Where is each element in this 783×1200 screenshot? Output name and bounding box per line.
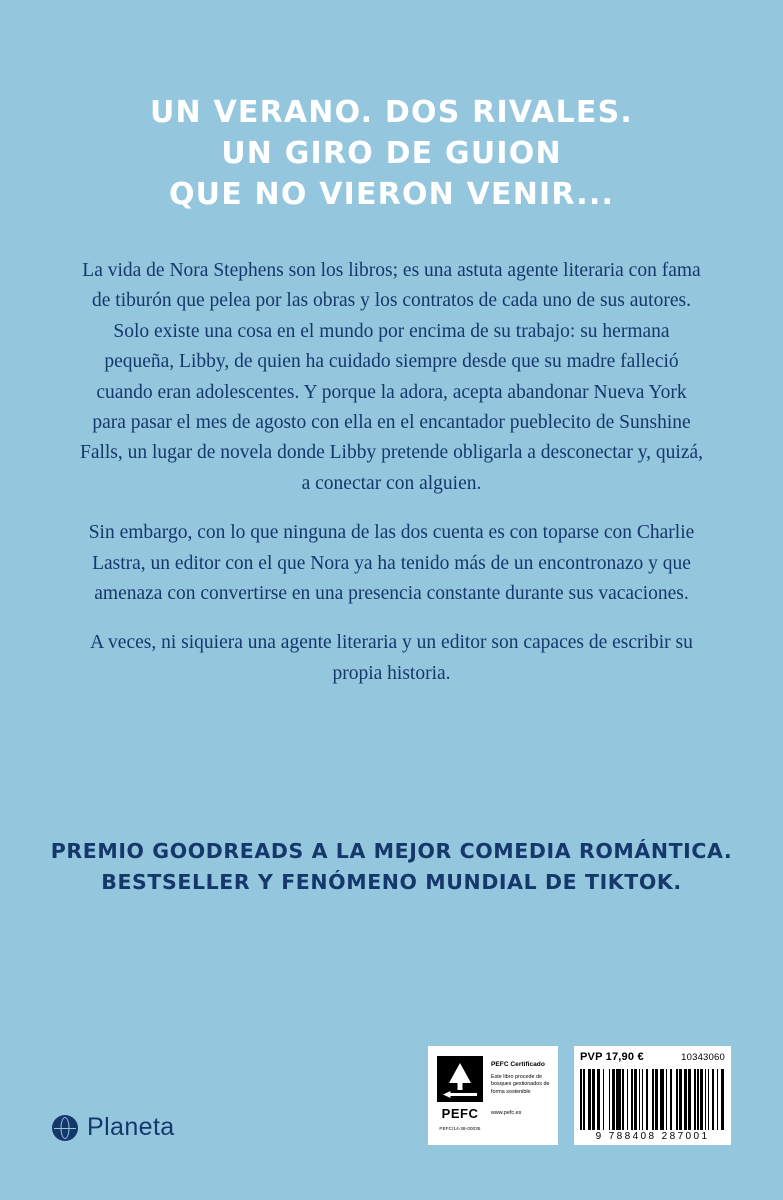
synopsis <box>78 256 705 689</box>
pefc-label: PEFC <box>441 1106 479 1121</box>
pefc-url: www.pefc.es <box>491 1110 522 1117</box>
pefc-title: PEFC Certificado <box>491 1061 545 1068</box>
globe-icon <box>52 1115 78 1141</box>
headline-line-1: UN VERANO. DOS RIVALES. <box>149 95 634 130</box>
arrow-shape <box>443 1091 477 1098</box>
headline <box>0 92 783 215</box>
synopsis-paragraph-1: La vida de Nora Stephens son los libros; es una astuta agente literaria con fama de tiburón que pelea por las obras y los contratos de cada uno de sus autores. Solo existe una cosa en el mundo por encima de su trabajo: su hermana pequeña, Libby, de quien ha cuidado siempre desde que su madre falleció cuando eran adolescentes. Y porque la adora, acepta abandonar Nueva York para pasar el mes de agosto con ella en el encantador pueblecito de Sunshine Falls, un lugar de novela donde Libby pretende obligarla a desconectar y, quizá, a conectar con alguien. <box>79 260 704 494</box>
pefc-tree-icon <box>437 1056 483 1102</box>
isbn-digits: 9 788408 287001 <box>595 1131 710 1142</box>
synopsis-paragraph-2: Sin embargo, con lo que ninguna de las dos cuenta es con toparse con Charlie Lastra, un editor con el que Nora ya ha tenido más de un encontronazo y que amenaza con convertirse en una presencia constante durante sus vacaciones. <box>88 522 695 605</box>
pefc-description: Este libro procede de bosques gestionados de forma sostenible <box>491 1074 550 1095</box>
awards-block <box>0 836 783 898</box>
trunk-shape <box>458 1082 463 1090</box>
pefc-code: PEFC/14-38-00035 <box>439 1126 481 1131</box>
headline-line-2: UN GIRO DE GUION <box>221 136 562 171</box>
pefc-text <box>487 1051 554 1141</box>
publisher-name: Planeta <box>87 1113 175 1141</box>
publisher-logo <box>52 1113 175 1142</box>
headline-line-3: QUE NO VIERON VENIR... <box>168 177 615 212</box>
synopsis-paragraph-3: A veces, ni siquiera una agente literaria y un editor son capaces de escribir su propia historia. <box>90 632 693 684</box>
tree-shape <box>449 1063 471 1083</box>
award-line-1: PREMIO GOODREADS A LA MEJOR COMEDIA ROMÁNTICA. <box>50 839 733 863</box>
barcode-bars <box>580 1069 725 1130</box>
barcode-block <box>574 1046 731 1145</box>
internal-code: 10343060 <box>681 1052 725 1063</box>
price-label: PVP 17,90 € <box>580 1051 644 1063</box>
award-line-2: BESTSELLER Y FENÓMENO MUNDIAL DE TIKTOK. <box>101 870 682 894</box>
pefc-badge <box>428 1046 558 1145</box>
barcode-header <box>580 1051 725 1063</box>
pefc-logo <box>433 1051 487 1141</box>
